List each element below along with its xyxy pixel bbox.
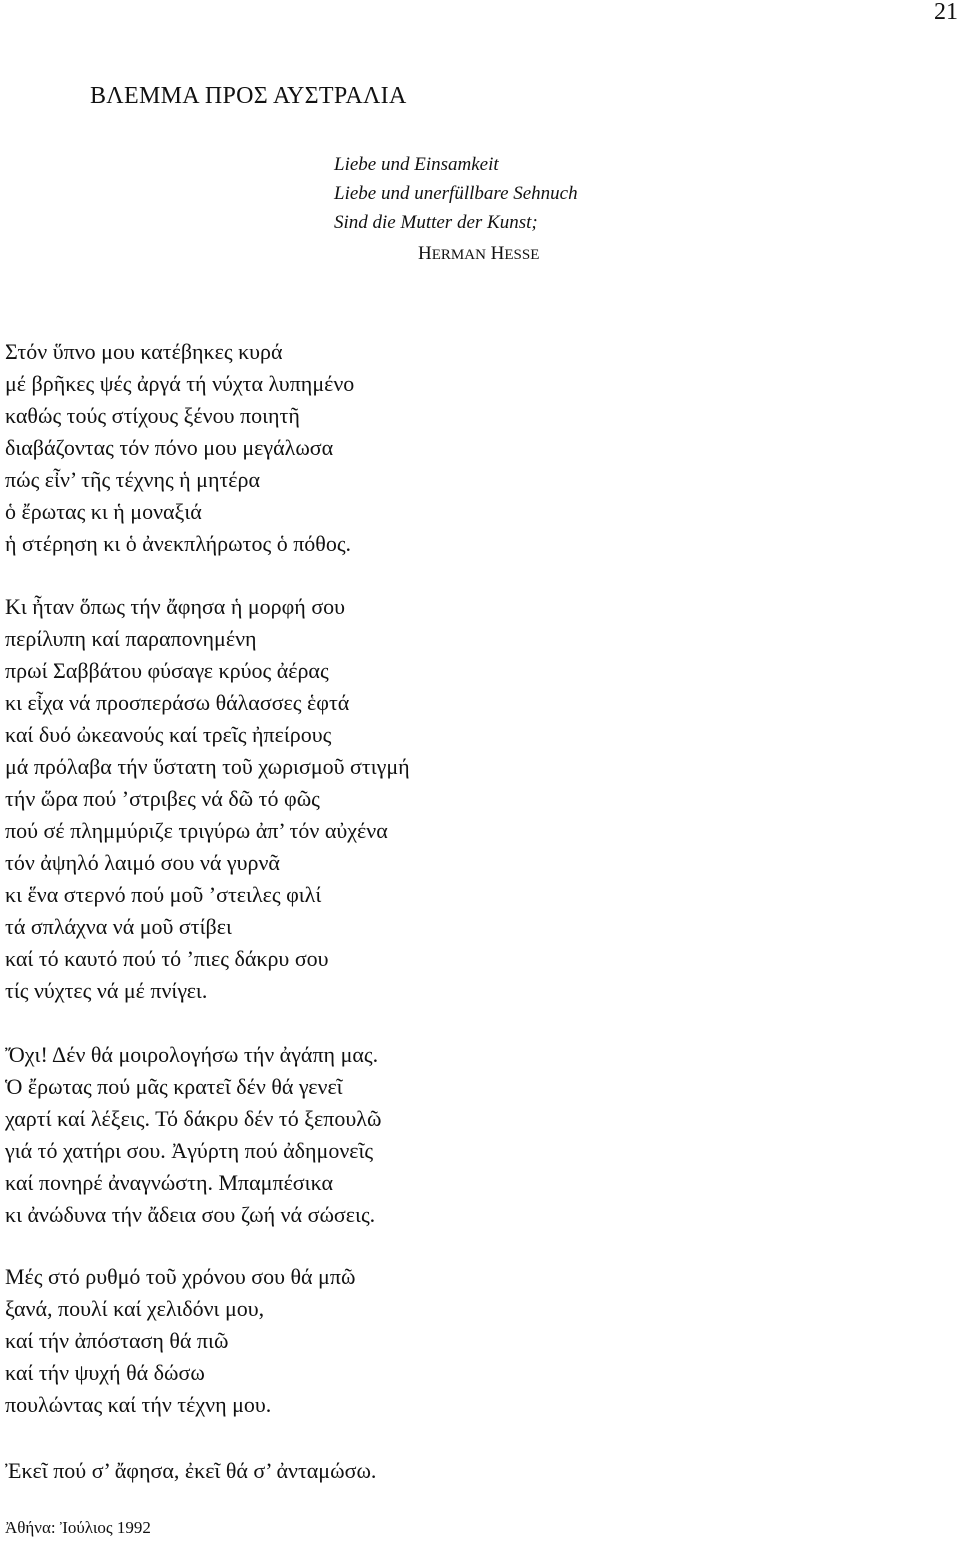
poem-line: τήν ὥρα πού ’στριβες νά δῶ τό φῶς: [5, 786, 320, 811]
epigraph: [334, 150, 578, 270]
poem-line: γιά τό χατήρι σου. Ἀγύρτη πού ἀδημονεῖς: [5, 1138, 374, 1163]
poem-line: κι ἀνώδυνα τήν ἄδεια σου ζωή νά σώσεις.: [5, 1202, 376, 1227]
poem-line: τά σπλάχνα νά μοῦ στίβει: [5, 914, 232, 939]
poem-line: Στόν ὕπνο μου κατέβηκες κυρά: [5, 339, 283, 364]
poem-line: ὁ ἔρωτας κι ἡ μοναξιά: [5, 499, 202, 524]
poem-line: περίλυπη καί παραπονημένη: [5, 626, 257, 651]
poem-line: Ἐκεῖ πού σ’ ἄφησα, ἐκεῖ θά σ’ ἀνταμώσω.: [5, 1458, 377, 1483]
poem-line: τίς νύχτες νά μέ πνίγει.: [5, 978, 208, 1003]
poem-line: καί τήν ψυχή θά δώσω: [5, 1360, 205, 1385]
stanza-5: [5, 1455, 376, 1487]
poem-line: κι εἶχα νά προσπεράσω θάλασσες ἑφτά: [5, 690, 350, 715]
poem-line: καί τό καυτό πού τό ’πιες δάκρυ σου: [5, 946, 329, 971]
epigraph-line: Liebe und Einsamkeit: [334, 154, 499, 175]
poem-title: ΒΛΕΜΜΑ ΠΡΟΣ ΑΥΣΤΡΑΛΙΑ: [90, 83, 407, 109]
poem-line: ξανά, πουλί καί χελιδόνι μου,: [5, 1296, 265, 1321]
poem-line: ἡ στέρηση κι ὁ ἀνεκπλήρωτος ὁ πόθος.: [5, 531, 352, 556]
poem-line: Ὄχι! Δέν θά μοιρολογήσω τήν ἀγάπη μας.: [5, 1042, 379, 1067]
poem-line: κι ἕνα στερνό πού μοῦ ’στειλες φιλί: [5, 882, 322, 907]
poem-line: καθώς τούς στίχους ξένου ποιητῆ: [5, 403, 300, 428]
poem-line: καί πονηρέ ἀναγνώστη. Μπαμπέσικα: [5, 1170, 334, 1195]
poem-line: Ὁ ἔρωτας πού μᾶς κρατεῖ δέν θά γενεῖ: [5, 1074, 343, 1099]
poem-line: πώς εἶν’ τῆς τέχνης ἡ μητέρα: [5, 467, 261, 492]
page-number: 21: [934, 0, 958, 25]
stanza-1: [5, 336, 354, 560]
place-date-signature: Ἀθήνα: Ἰούλιος 1992: [5, 1518, 151, 1537]
stanza-3: [5, 1039, 381, 1231]
stanza-4: [5, 1261, 355, 1421]
poem-line: καί τήν ἀπόσταση θά πιῶ: [5, 1328, 229, 1353]
epigraph-line: Sind die Mutter der Kunst;: [334, 212, 538, 233]
epigraph-line: Liebe und unerfüllbare Sehnuch: [334, 183, 578, 204]
poem-line: Μές στό ρυθμό τοῦ χρόνου σου θά μπῶ: [5, 1264, 356, 1289]
poem-line: καί δυό ὠκεανούς καί τρεῖς ἠπείρους: [5, 722, 332, 747]
poem-line: διαβάζοντας τόν πόνο μου μεγάλωσα: [5, 435, 334, 460]
poem-line: τόν ἀψηλό λαιμό σου νά γυρνᾶ: [5, 850, 280, 875]
poem-line: πουλώντας καί τήν τέχνη μου.: [5, 1392, 272, 1417]
poem-line: Κι ἦταν ὅπως τήν ἄφησα ἡ μορφή σου: [5, 594, 346, 619]
poem-line: μέ βρῆκες ψές ἀργά τή νύχτα λυπημένο: [5, 371, 355, 396]
epigraph-author: HERMAN HESSE: [418, 243, 540, 264]
poem-line: πρωί Σαββάτου φύσαγε κρύος ἀέρας: [5, 658, 329, 683]
poem-line: μά πρόλαβα τήν ὕστατη τοῦ χωρισμοῦ στιγμή: [5, 754, 410, 779]
poem-line: χαρτί καί λέξεις. Τό δάκρυ δέν τό ξεπουλῶ: [5, 1106, 382, 1131]
stanza-2: [5, 591, 410, 1007]
poem-line: πού σέ πλημμύριζε τριγύρω ἀπ’ τόν αὐχένα: [5, 818, 388, 843]
